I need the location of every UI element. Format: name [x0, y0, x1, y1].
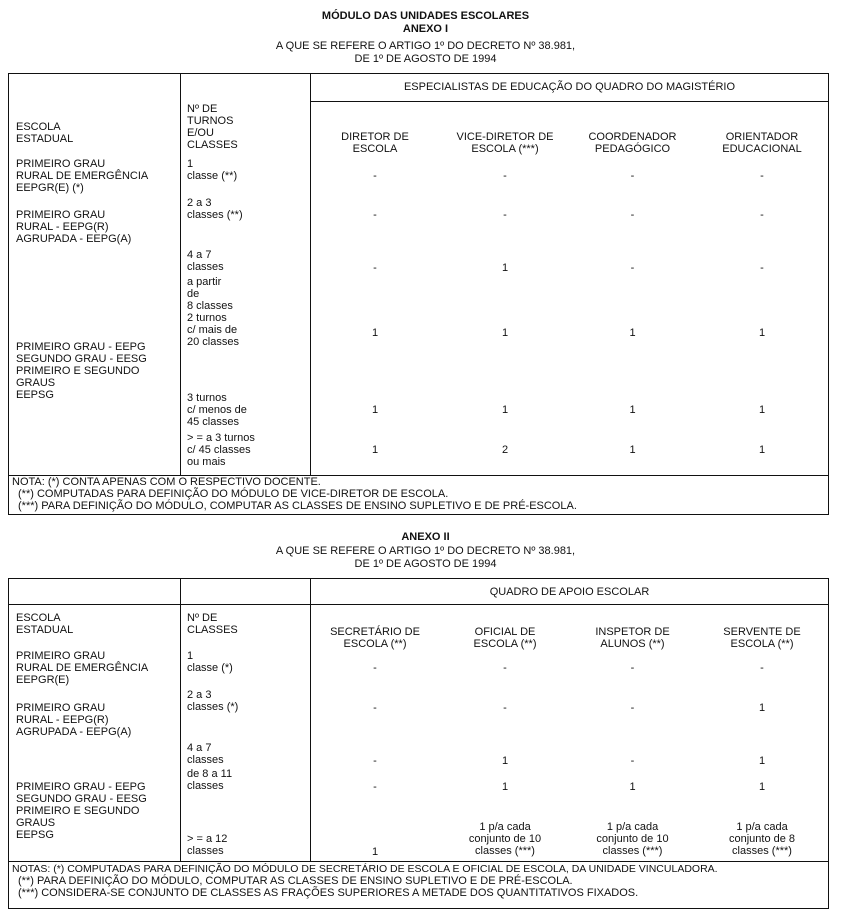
table-cell-classes: > = a 12 classes [187, 833, 228, 857]
school-type-rural-emergencia: PRIMEIRO GRAU RURAL DE EMERGÊNCIA EEPGR(E) [16, 650, 149, 686]
table-cell-turnos: 1 classe (**) [187, 158, 238, 182]
col-header-inspetor: INSPETOR DE ALUNOS (**) [595, 626, 670, 650]
table-cell-coordenador: - [630, 262, 635, 274]
table-cell-diretor: - [373, 170, 377, 182]
table-cell-inspetor: - [630, 662, 635, 674]
table-cell-vice-diretor: - [503, 209, 507, 221]
column-divider [180, 73, 181, 475]
note-line: NOTA: (*) CONTA APENAS COM O RESPECTIVO DOCENTE. [12, 476, 321, 488]
table-cell-coordenador: - [630, 209, 635, 221]
school-type-eepg-eesg-eepsg: PRIMEIRO GRAU - EEPG SEGUNDO GRAU - EESG PRIMEIRO E SEGUNDO GRAUS EEPSG [16, 781, 147, 841]
anexo-1-title: ANEXO I [402, 23, 449, 35]
school-type-rural-emergencia: PRIMEIRO GRAU RURAL DE EMERGÊNCIA EEPGR(E) (*) [16, 158, 149, 194]
table-cell-coordenador: 1 [629, 444, 636, 456]
table-cell-diretor: 1 [371, 327, 379, 339]
table-cell-orientador: - [760, 209, 764, 221]
table-cell-coordenador: - [630, 170, 635, 182]
table-cell-diretor: - [373, 262, 377, 274]
note-line: (***) PARA DEFINIÇÃO DO MÓDULO, COMPUTAR AS CLASSES DE ENSINO SUPLETIVO E DE PRÉ-ESCOLA. [18, 500, 577, 512]
group-header: QUADRO DE APOIO ESCOLAR [489, 586, 650, 598]
school-type-eepg-eesg-eepsg: PRIMEIRO GRAU - EEPG SEGUNDO GRAU - EESG PRIMEIRO E SEGUNDO GRAUS EEPSG [16, 341, 147, 401]
table-cell-vice-diretor: 1 [501, 262, 509, 274]
col-header-orientador: ORIENTADOR EDUCACIONAL [722, 131, 802, 155]
anexo-1-reference-line-2: DE 1º DE AGOSTO DE 1994 [354, 53, 497, 65]
table-cell-turnos: 3 turnos c/ menos de 45 classes [187, 392, 247, 428]
table-cell-classes: 2 a 3 classes (*) [187, 689, 239, 713]
table-cell-secretario: - [373, 781, 377, 793]
table-cell-vice-diretor: - [503, 170, 507, 182]
table-cell-orientador: - [760, 170, 764, 182]
table-cell-orientador: - [760, 262, 764, 274]
col-header-turnos: Nº DE TURNOS E/OU CLASSES [187, 103, 238, 151]
group-header: ESPECIALISTAS DE EDUCAÇÃO DO QUADRO DO MAGISTÉRIO [403, 81, 736, 93]
table-cell-classes: 4 a 7 classes [187, 742, 224, 766]
table-cell-coordenador: 1 [629, 404, 636, 416]
table-cell-turnos: a partir de 8 classes 2 turnos c/ mais de 20 classes [187, 276, 239, 348]
anexo-2-reference-line-1: A QUE SE REFERE O ARTIGO 1º DO DECRETO Nº 38.981, [275, 545, 576, 557]
column-divider [180, 578, 181, 861]
table-cell-oficial: 1 [501, 781, 509, 793]
table-cell-turnos: > = a 3 turnos c/ 45 classes ou mais [187, 432, 255, 468]
table-cell-secretario: - [373, 702, 377, 714]
table-cell-secretario: 1 [371, 846, 379, 858]
group-header-divider [310, 101, 829, 102]
col-header-escola: ESCOLA ESTADUAL [16, 121, 74, 145]
table-cell-diretor: - [373, 209, 377, 221]
col-header-coordenador: COORDENADOR PEDAGÓGICO [588, 131, 677, 155]
table-cell-turnos: 4 a 7 classes [187, 249, 224, 273]
table-cell-coordenador: 1 [629, 327, 636, 339]
table-cell-classes: 1 classe (*) [187, 650, 233, 674]
table-cell-orientador: 1 [758, 444, 766, 456]
col-header-oficial: OFICIAL DE ESCOLA (**) [473, 626, 537, 650]
table-cell-diretor: 1 [371, 444, 379, 456]
table-cell-diretor: 1 [371, 404, 379, 416]
table-cell-servente: 1 [758, 702, 766, 714]
table-cell-oficial: - [503, 662, 507, 674]
table-cell-vice-diretor: 1 [501, 404, 509, 416]
table-cell-inspetor: - [630, 755, 635, 767]
table-cell-inspetor: - [630, 702, 635, 714]
table-cell-inspetor: 1 p/a cada conjunto de 10 classes (***) [596, 821, 669, 857]
table-cell-oficial: 1 [501, 755, 509, 767]
table-cell-oficial: - [503, 702, 507, 714]
table-cell-classes: de 8 a 11 classes [187, 768, 233, 792]
table-cell-orientador: 1 [758, 404, 766, 416]
col-header-classes: Nº DE CLASSES [187, 612, 238, 636]
column-divider [310, 578, 311, 861]
note-line: (**) PARA DEFINIÇÃO DO MÓDULO, COMPUTAR AS CLASSES DE ENSINO SUPLETIVO E DE PRÉ-ESCOLA. [18, 875, 573, 887]
notes-divider [8, 861, 829, 862]
header-divider [8, 604, 829, 605]
col-header-vice-diretor: VICE-DIRETOR DE ESCOLA (***) [456, 131, 554, 155]
col-header-secretario: SECRETÁRIO DE ESCOLA (**) [330, 626, 420, 650]
table-cell-servente: - [760, 662, 764, 674]
document-title: MÓDULO DAS UNIDADES ESCOLARES [321, 10, 530, 22]
col-header-escola: ESCOLA ESTADUAL [16, 612, 74, 636]
note-line: NOTAS: (*) COMPUTADAS PARA DEFINIÇÃO DO MÓDULO DE SECRETÁRIO DE ESCOLA E OFICIAL DE ESCOLA, DA UNIDADE VINCULADORA. [12, 863, 718, 875]
table-cell-vice-diretor: 1 [501, 327, 509, 339]
school-type-rural-agrupada: PRIMEIRO GRAU RURAL - EEPG(R) AGRUPADA - EEPG(A) [16, 702, 132, 738]
note-line: (**) COMPUTADAS PARA DEFINIÇÃO DO MÓDULO DE VICE-DIRETOR DE ESCOLA. [18, 488, 449, 500]
table-cell-secretario: - [373, 755, 377, 767]
anexo-1-reference-line-1: A QUE SE REFERE O ARTIGO 1º DO DECRETO Nº 38.981, [275, 40, 576, 52]
anexo-2-title: ANEXO II [401, 531, 450, 543]
col-header-servente: SERVENTE DE ESCOLA (**) [723, 626, 801, 650]
anexo-2-reference-line-2: DE 1º DE AGOSTO DE 1994 [354, 558, 497, 570]
school-type-rural-agrupada: PRIMEIRO GRAU RURAL - EEPG(R) AGRUPADA - EEPG(A) [16, 209, 132, 245]
table-cell-turnos: 2 a 3 classes (**) [187, 197, 243, 221]
table-cell-servente: 1 p/a cada conjunto de 8 classes (***) [728, 821, 796, 857]
table-cell-orientador: 1 [758, 327, 766, 339]
table-cell-servente: 1 [758, 781, 766, 793]
note-line: (***) CONSIDERA-SE CONJUNTO DE CLASSES AS FRAÇÕES SUPERIORES A METADE DOS QUANTITATIVOS FIXADOS. [18, 887, 639, 899]
table-cell-servente: 1 [758, 755, 766, 767]
col-header-diretor: DIRETOR DE ESCOLA [341, 131, 409, 155]
table-cell-oficial: 1 p/a cada conjunto de 10 classes (***) [468, 821, 542, 857]
table-cell-secretario: - [373, 662, 377, 674]
table-cell-inspetor: 1 [629, 781, 636, 793]
table-cell-vice-diretor: 2 [501, 444, 509, 456]
